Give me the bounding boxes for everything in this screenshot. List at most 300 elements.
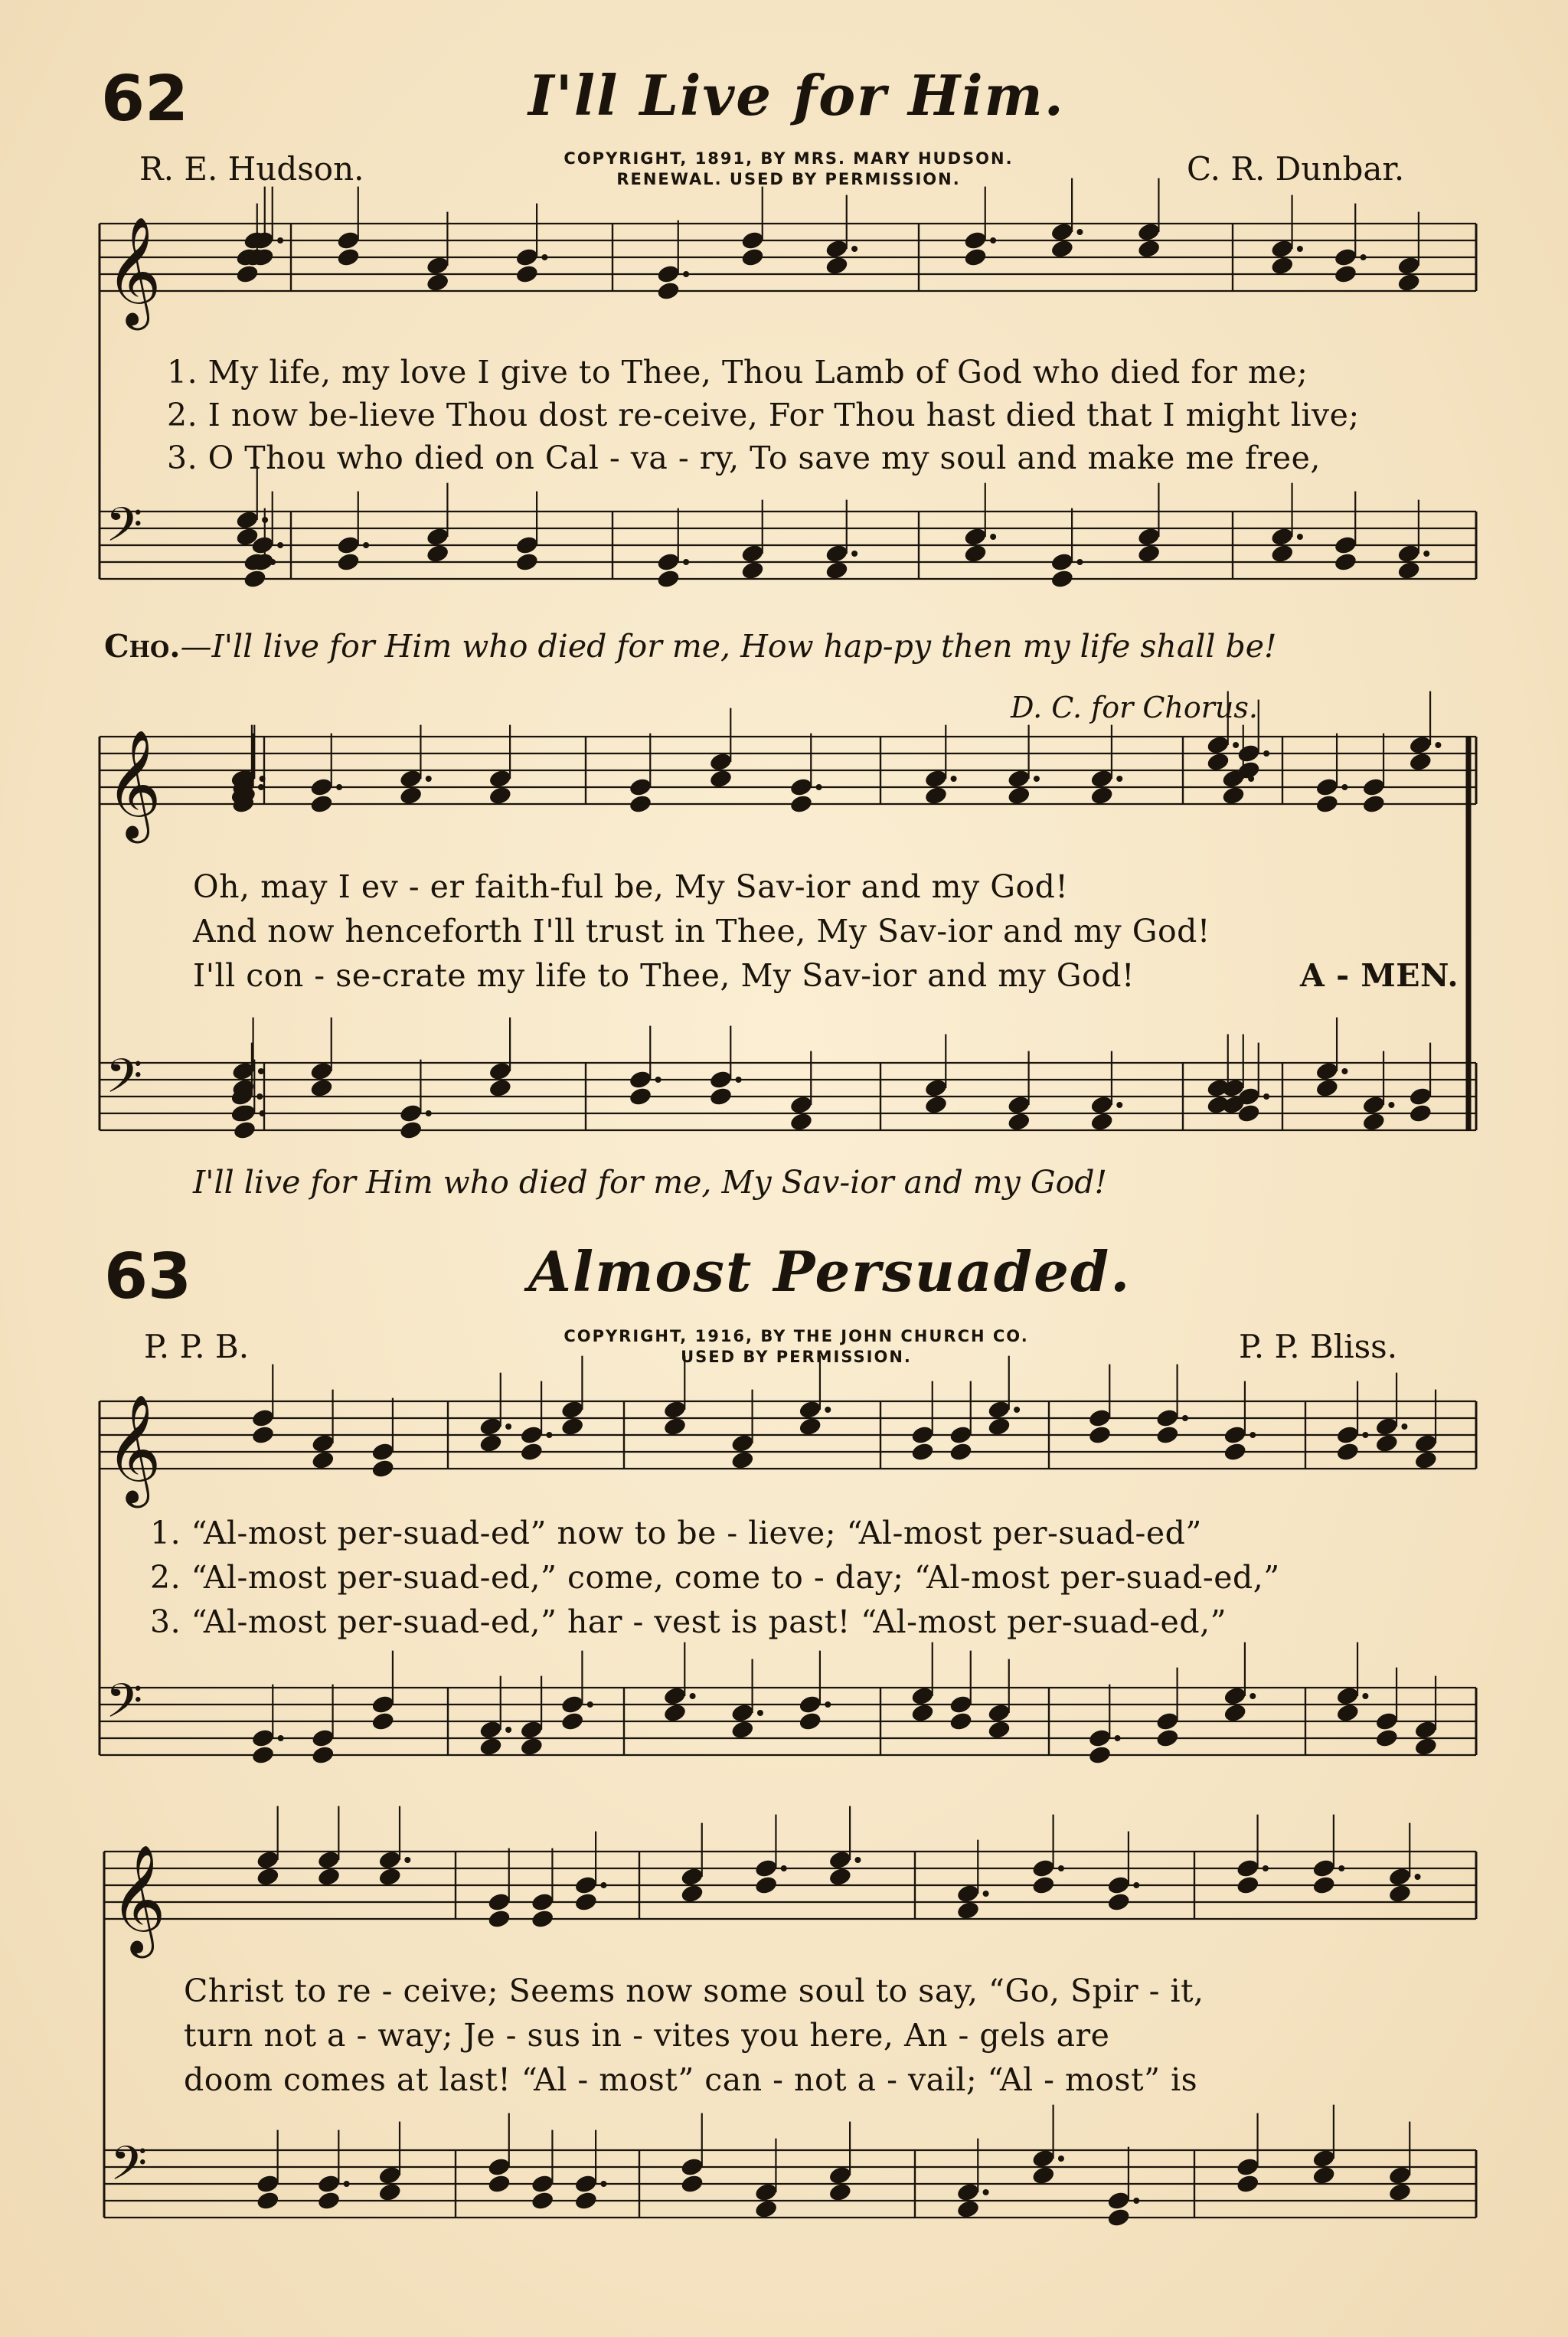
dot [757, 1710, 763, 1716]
note-head [1387, 2182, 1412, 2203]
note-head [256, 1866, 280, 1888]
note-head [828, 1849, 852, 1871]
lyricist-62: C. R. Dunbar. [1187, 150, 1405, 188]
dot [825, 1701, 831, 1708]
dot [1263, 1865, 1269, 1871]
note-head [479, 1719, 503, 1740]
note-head [740, 560, 765, 581]
note-head [336, 230, 361, 251]
note-head [1374, 1416, 1399, 1437]
note-head [740, 543, 765, 564]
dot [1338, 1865, 1344, 1871]
note-head [1335, 1441, 1360, 1463]
note-head [987, 1702, 1011, 1724]
note-head [371, 1458, 395, 1479]
dot [1415, 1874, 1421, 1880]
note-head [488, 1061, 512, 1082]
note-head [1155, 1727, 1180, 1749]
note-head [963, 543, 988, 564]
note-head [628, 1069, 652, 1090]
note-head [309, 1077, 334, 1099]
note-head [371, 1441, 395, 1463]
note-head [1089, 768, 1114, 789]
chorus-label: Cho. [104, 628, 181, 665]
note-head [377, 1866, 402, 1888]
note-head [1050, 551, 1074, 573]
dot [426, 1110, 432, 1116]
note-head [479, 1433, 503, 1454]
dot [854, 1857, 861, 1863]
hymn-number-63: 63 [104, 1240, 192, 1313]
note-head [1223, 1441, 1247, 1463]
dot [1233, 742, 1239, 748]
note-head [1335, 1685, 1360, 1707]
dot [1362, 1693, 1368, 1699]
dot [990, 237, 996, 244]
note-head [531, 1891, 555, 1913]
dot [1341, 784, 1348, 790]
note-head [1007, 1111, 1031, 1133]
dot [277, 237, 283, 244]
note-head [1408, 1103, 1432, 1124]
verse2-line-1: Oh, may I ev - er faith-ful be, My Sav-ior and my God! [193, 868, 1069, 905]
dc-marking: D. C. for Chorus. [1011, 691, 1258, 724]
note-head [573, 1875, 598, 1896]
note-head [798, 1694, 822, 1715]
note-head [250, 1744, 275, 1766]
note-head [573, 1891, 598, 1913]
dot [683, 271, 689, 277]
note-head [1155, 1424, 1180, 1446]
dot [1115, 1735, 1121, 1741]
note-head [987, 1416, 1011, 1437]
note-head [949, 1694, 973, 1715]
note-head [371, 1694, 395, 1715]
note-head [656, 551, 681, 573]
dot [344, 2181, 350, 2187]
note-head [311, 1744, 335, 1766]
chorus-text: —I'll live for Him who died for me, How hap-py then my life shall be! [180, 628, 1277, 665]
note-head [910, 1441, 935, 1463]
verse-line-1: 1. My life, my love I give to Thee, Thou Lamb of God who died for me; [167, 354, 1308, 391]
dot [1297, 534, 1303, 540]
dot [1116, 776, 1122, 782]
dot [258, 1068, 264, 1074]
note-head [479, 1736, 503, 1757]
note-head [487, 2156, 511, 2178]
dot [546, 1432, 552, 1438]
note-head [243, 568, 267, 590]
note-head [1206, 734, 1230, 756]
note-head [1374, 1433, 1399, 1454]
treble-clef-icon: 𝄞 [110, 1844, 166, 1954]
note-head [656, 263, 681, 285]
note-head [1335, 1702, 1360, 1724]
verse63-line-2: 2. “Al-most per-suad-ed,” come, come to - day; “Al-most per-suad-ed,” [150, 1559, 1280, 1596]
note-head [1089, 785, 1114, 806]
note-head [1374, 1711, 1399, 1732]
note-head [1333, 263, 1357, 285]
note-head [487, 2173, 511, 2195]
note-head [708, 751, 733, 773]
dot [336, 784, 342, 790]
chorus-line [104, 628, 1277, 665]
note-head [1137, 543, 1161, 564]
note-head [1387, 1866, 1412, 1888]
note-head [1236, 743, 1261, 764]
note-head [488, 785, 512, 806]
note-head [910, 1702, 935, 1724]
verse63-line-1: 1. “Al-most per-suad-ed” now to be - lieve; “Al-most per-suad-ed” [150, 1515, 1202, 1551]
note-head [923, 768, 948, 789]
dot [1297, 246, 1303, 252]
dot [278, 1735, 284, 1741]
note-head [956, 1883, 980, 1904]
dot [655, 1077, 662, 1083]
note-head [377, 1849, 402, 1871]
note-head [1050, 238, 1074, 260]
hymn-title-63: Almost Persuaded. [528, 1239, 1132, 1304]
note-head [628, 793, 652, 815]
note-head [628, 1086, 652, 1107]
dot [587, 1701, 593, 1708]
amen-text: A - MEN. [1300, 957, 1459, 994]
note-head [1137, 238, 1161, 260]
note-head [789, 776, 813, 798]
note-head [1221, 785, 1246, 806]
note-head [336, 534, 361, 556]
note-head [910, 1685, 935, 1707]
verse63b-line-1: Christ to re - ceive; Seems now some soul to say, “Go, Spir - it, [184, 1973, 1204, 2009]
note-head [949, 1441, 973, 1463]
note-head [531, 2173, 555, 2195]
note-head [250, 1424, 275, 1446]
note-head [1361, 1111, 1386, 1133]
note-head [399, 785, 423, 806]
note-head [987, 1399, 1011, 1420]
note-head [662, 1416, 687, 1437]
note-head [1007, 785, 1031, 806]
note-head [1050, 568, 1074, 590]
note-head [754, 1875, 779, 1896]
note-head [1270, 526, 1295, 547]
chorus-refrain-line: I'll live for Him who died for me, My Sav-ior and my God! [193, 1164, 1108, 1201]
copyright-62 [528, 149, 1049, 190]
note-head [956, 2198, 980, 2220]
note-head [1333, 247, 1357, 268]
note-head [230, 1103, 254, 1124]
note-head [1089, 1111, 1114, 1133]
treble-clef-icon: 𝄞 [106, 1394, 162, 1504]
note-head [487, 1891, 511, 1913]
note-head [519, 1736, 544, 1757]
note-head [1089, 1094, 1114, 1116]
note-head [573, 2173, 598, 2195]
verse63-line-3: 3. “Al-most per-suad-ed,” har - vest is past! “Al-most per-suad-ed,” [150, 1603, 1227, 1640]
dot [1133, 1882, 1139, 1888]
note-head [949, 1711, 973, 1732]
bass-clef-icon: 𝄢 [106, 1048, 143, 1116]
bass-clef-icon: 𝄢 [106, 1673, 143, 1740]
dot [851, 551, 858, 557]
note-head [488, 768, 512, 789]
note-head [514, 263, 539, 285]
note-head [560, 1416, 585, 1437]
bass-clef-icon: 𝄢 [110, 2136, 148, 2203]
note-head [426, 543, 450, 564]
dot [1133, 2198, 1139, 2204]
note-head [789, 1094, 813, 1116]
note-head [316, 2190, 341, 2211]
note-head [680, 1883, 704, 1904]
dot [1250, 1432, 1256, 1438]
note-head [1050, 221, 1074, 243]
dot [600, 2181, 606, 2187]
note-head [1333, 551, 1357, 573]
note-head [399, 1119, 423, 1141]
note-head [1374, 1727, 1399, 1749]
note-head [740, 247, 765, 268]
verse63b-line-3: doom comes at last! “Al - most” can - not a - vail; “Al - most” is [184, 2061, 1198, 2098]
note-head [1106, 2190, 1131, 2211]
note-head [488, 1077, 512, 1099]
dot [256, 1093, 263, 1100]
dot [1341, 1068, 1348, 1074]
note-head [336, 247, 361, 268]
note-head [256, 2173, 280, 2195]
note-head [828, 2182, 852, 2203]
note-head [708, 1069, 733, 1090]
note-head [1312, 2165, 1336, 2186]
note-head [825, 238, 849, 260]
dot [1058, 2156, 1064, 2162]
dot [1034, 776, 1040, 782]
note-head [662, 1702, 687, 1724]
note-head [798, 1416, 822, 1437]
note-head [399, 1103, 423, 1124]
note-head [519, 1719, 544, 1740]
note-head [825, 543, 849, 564]
note-head [1408, 1086, 1432, 1107]
dot [1362, 1432, 1368, 1438]
dot [1076, 229, 1083, 235]
note-head [730, 1433, 755, 1454]
note-head [1387, 1883, 1412, 1904]
note-head [662, 1399, 687, 1420]
verse-line-3: 3. O Thou who died on Cal - va - ry, To save my soul and make me free, [167, 440, 1321, 476]
dot [816, 784, 822, 790]
note-head [514, 551, 539, 573]
dot [1263, 1093, 1269, 1100]
note-head [479, 1416, 503, 1437]
verse-line-2: 2. I now be-lieve Thou dost re-ceive, For Thou hast died that I might live; [167, 397, 1360, 433]
dot [260, 776, 266, 782]
note-head [316, 1849, 341, 1871]
note-head [316, 1866, 341, 1888]
note-head [963, 247, 988, 268]
dot [1250, 1693, 1256, 1699]
note-head [963, 526, 988, 547]
note-head [754, 2198, 779, 2220]
note-head [949, 1424, 973, 1446]
dot [781, 1865, 787, 1871]
lyricist-63: P. P. B. [144, 1328, 250, 1365]
note-head [514, 534, 539, 556]
note-head [1031, 1875, 1056, 1896]
note-head [923, 785, 948, 806]
dot [951, 776, 957, 782]
note-head [250, 1727, 275, 1749]
copyright-62-line1: COPYRIGHT, 1891, BY MRS. MARY HUDSON. [564, 149, 1014, 168]
note-head [1361, 776, 1386, 798]
dot [260, 1110, 266, 1116]
note-head [1137, 526, 1161, 547]
note-head [519, 1441, 544, 1463]
note-head [1408, 734, 1432, 756]
dot [683, 559, 689, 565]
note-head [426, 526, 450, 547]
note-head [311, 1727, 335, 1749]
note-head [377, 2165, 402, 2186]
note-head [426, 272, 450, 293]
verse63b-line-2: turn not a - way; Je - sus in - vites you here, An - gels are [184, 2017, 1110, 2054]
dot [1263, 750, 1269, 757]
dot [736, 1077, 742, 1083]
note-head [680, 1866, 704, 1888]
note-head [256, 2190, 280, 2211]
composer-62: R. E. Hudson. [139, 150, 364, 188]
note-head [798, 1711, 822, 1732]
note-head [656, 280, 681, 302]
note-head [680, 2173, 704, 2195]
note-head [519, 1424, 544, 1446]
note-head [1223, 1424, 1247, 1446]
dot [690, 1693, 696, 1699]
note-head [628, 776, 652, 798]
dot [600, 1882, 606, 1888]
treble-clef-icon: 𝄞 [106, 216, 162, 326]
note-head [754, 1858, 779, 1879]
treble-clef-icon: 𝄞 [106, 729, 162, 839]
note-head [680, 2156, 704, 2178]
note-head [1396, 255, 1421, 276]
note-head [1387, 2165, 1412, 2186]
note-head [1315, 1061, 1339, 1082]
note-head [336, 551, 361, 573]
note-head [963, 230, 988, 251]
copyright-63-line2: USED BY PERMISSION. [681, 1348, 912, 1366]
note-head [1236, 1858, 1260, 1879]
dot [825, 1407, 831, 1413]
note-head [1396, 272, 1421, 293]
note-head [235, 509, 260, 531]
note-head [1155, 1711, 1180, 1732]
note-head [987, 1719, 1011, 1740]
note-head [956, 1900, 980, 1921]
dot [990, 534, 996, 540]
verse2-line-2: And now henceforth I'll trust in Thee, My Sav-ior and my God! [193, 913, 1210, 950]
note-head [1408, 751, 1432, 773]
note-head [316, 2173, 341, 2195]
note-head [1413, 1450, 1438, 1471]
note-head [1007, 1094, 1031, 1116]
note-head [708, 768, 733, 789]
note-head [399, 768, 423, 789]
note-head [1106, 1875, 1131, 1896]
note-head [789, 1111, 813, 1133]
note-head [1315, 1077, 1339, 1099]
note-head [1333, 534, 1357, 556]
dot [983, 1891, 989, 1897]
note-head [1106, 1891, 1131, 1913]
note-head [560, 1711, 585, 1732]
dot [1182, 1415, 1188, 1421]
note-head [828, 2165, 852, 2186]
note-head [730, 1719, 755, 1740]
note-head [956, 2182, 980, 2203]
note-head [1087, 1424, 1112, 1446]
note-head [825, 255, 849, 276]
note-head [1223, 1702, 1247, 1724]
dot [258, 784, 264, 790]
note-head [828, 1866, 852, 1888]
note-head [754, 2182, 779, 2203]
note-head [1087, 1727, 1112, 1749]
note-head [1270, 543, 1295, 564]
dot [1014, 1407, 1020, 1413]
dot [983, 2189, 989, 2195]
note-head [256, 1849, 280, 1871]
note-head [573, 2190, 598, 2211]
note-head [1031, 2148, 1056, 2169]
note-head [656, 568, 681, 590]
note-head [232, 1119, 256, 1141]
note-head [1206, 751, 1230, 773]
dot [1423, 551, 1429, 557]
note-head [1413, 1736, 1438, 1757]
note-head [1270, 238, 1295, 260]
note-head [923, 1094, 948, 1116]
note-head [1315, 793, 1339, 815]
dot [1116, 1102, 1122, 1108]
composer-63: P. P. Bliss. [1239, 1328, 1398, 1365]
note-head [531, 2190, 555, 2211]
note-head [1312, 2148, 1336, 2169]
note-head [1396, 560, 1421, 581]
note-head [1236, 2173, 1260, 2195]
dot [1076, 559, 1083, 565]
dot [363, 542, 369, 548]
dot [851, 246, 858, 252]
note-head [560, 1399, 585, 1420]
note-head [309, 793, 334, 815]
note-head [1031, 2165, 1056, 2186]
dot [1361, 254, 1367, 260]
copyright-63 [521, 1326, 1072, 1368]
dot [1435, 742, 1441, 748]
note-head [1007, 768, 1031, 789]
note-head [487, 1908, 511, 1930]
bass-clef-icon: 𝄢 [106, 497, 143, 564]
note-head [1361, 793, 1386, 815]
dot [541, 254, 547, 260]
note-head [1413, 1719, 1438, 1740]
note-head [1087, 1407, 1112, 1429]
note-head [426, 255, 450, 276]
note-head [311, 1433, 335, 1454]
dot [404, 1857, 410, 1863]
note-head [377, 2182, 402, 2203]
